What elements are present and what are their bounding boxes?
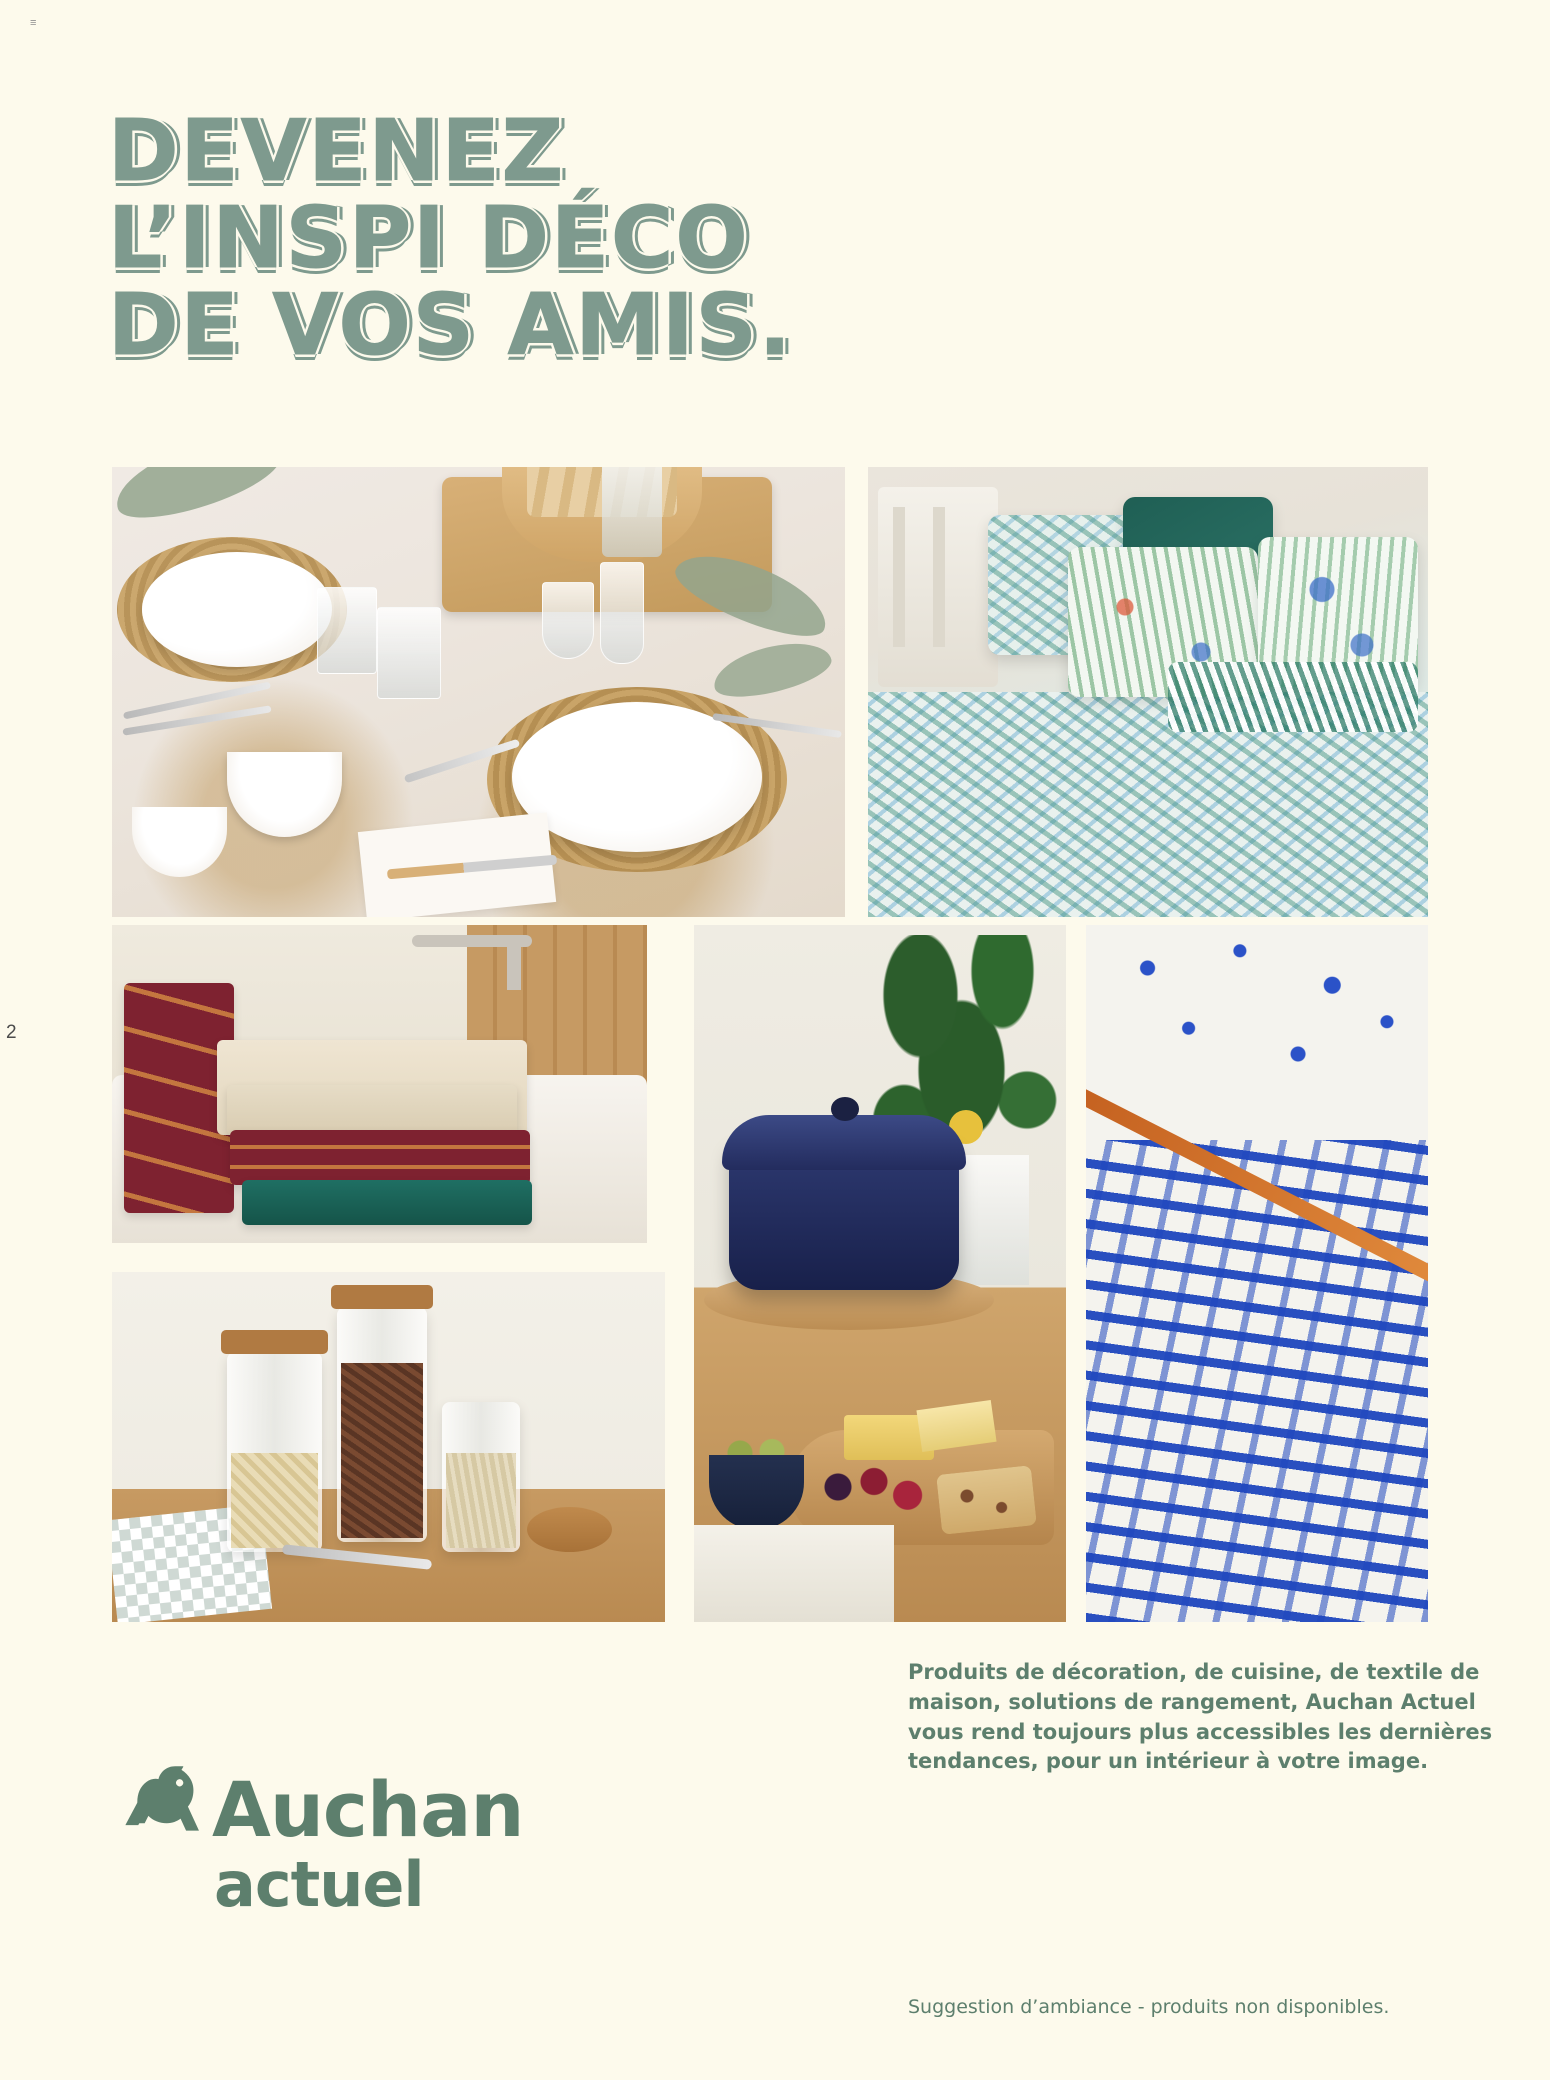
glass-jar bbox=[227, 1352, 322, 1552]
table-setting-illustration bbox=[112, 467, 845, 917]
headline-line-1: DEVENEZ bbox=[108, 102, 566, 201]
photo-blue-printed-fabric bbox=[1086, 925, 1428, 1622]
water-carafe bbox=[602, 467, 662, 557]
eucalyptus-leaf-icon bbox=[708, 633, 835, 706]
bird-icon bbox=[118, 1760, 210, 1846]
green-towel bbox=[242, 1180, 532, 1225]
bath-towels-illustration bbox=[112, 925, 647, 1243]
logo-wordmark: Auchan bbox=[212, 1764, 524, 1854]
headline-line-3: DE VOS AMIS. bbox=[108, 276, 794, 376]
logo-sub-wordmark: actuel bbox=[214, 1848, 424, 1921]
headline-line-2: L’INSPI DÉCO bbox=[108, 189, 750, 289]
wooden-lid bbox=[221, 1330, 328, 1354]
plate bbox=[512, 702, 762, 852]
corner-mark-icon: ≡ bbox=[30, 17, 37, 29]
photo-bath-towels bbox=[112, 925, 647, 1243]
berries bbox=[814, 1465, 934, 1520]
photo-cocotte-and-board bbox=[694, 925, 1066, 1622]
spoon-icon bbox=[282, 1544, 432, 1570]
drinking-glass bbox=[317, 587, 377, 674]
jar-contents-oats bbox=[446, 1453, 516, 1548]
bedding-illustration bbox=[868, 467, 1428, 917]
disclaimer-text: Suggestion d’ambiance - produits non disponibles. bbox=[908, 1996, 1390, 2018]
wooden-lid bbox=[331, 1285, 433, 1309]
photo-table-setting bbox=[112, 467, 845, 917]
blue-fabric-illustration bbox=[1086, 925, 1428, 1622]
auchan-actuel-logo bbox=[118, 1760, 538, 1921]
jar-contents-cereal bbox=[231, 1453, 318, 1548]
wooden-chair bbox=[878, 487, 998, 687]
glass-jar bbox=[442, 1402, 520, 1552]
promo-description: Produits de décoration, de cuisine, de textile de maison, solutions de rangement, Auchan Actuel vous rend toujours plus accessibles les dernières tendances, pour un intérieur à votre image. bbox=[908, 1660, 1493, 1774]
kitchen-towel bbox=[694, 1525, 894, 1622]
page-number: 2 bbox=[6, 1022, 17, 1043]
cream-towel bbox=[227, 1085, 517, 1135]
drinking-glass bbox=[377, 607, 441, 699]
cocotte-knob bbox=[831, 1097, 859, 1121]
serving-bowl bbox=[227, 752, 342, 837]
wine-glass bbox=[600, 562, 644, 664]
cracker bbox=[936, 1465, 1037, 1535]
cocotte-illustration bbox=[694, 925, 1066, 1622]
cocotte-lid bbox=[722, 1115, 966, 1170]
wooden-lid bbox=[527, 1507, 612, 1552]
jar-contents-tea bbox=[341, 1363, 423, 1538]
eucalyptus-leaf-icon bbox=[112, 467, 287, 532]
tea-cup bbox=[132, 807, 227, 877]
burgundy-towel bbox=[230, 1130, 530, 1185]
photo-bedding bbox=[868, 467, 1428, 917]
glass-jar bbox=[337, 1307, 427, 1542]
small-bowl bbox=[709, 1455, 804, 1530]
page-title bbox=[108, 102, 1008, 376]
bolster-cushion bbox=[1168, 662, 1418, 732]
plate bbox=[142, 552, 332, 667]
tap-icon bbox=[507, 935, 521, 990]
fabric-speckle-pattern bbox=[1086, 925, 1428, 1140]
storage-jars-illustration bbox=[112, 1272, 665, 1622]
photo-storage-jars bbox=[112, 1272, 665, 1622]
wine-glass bbox=[542, 582, 594, 659]
